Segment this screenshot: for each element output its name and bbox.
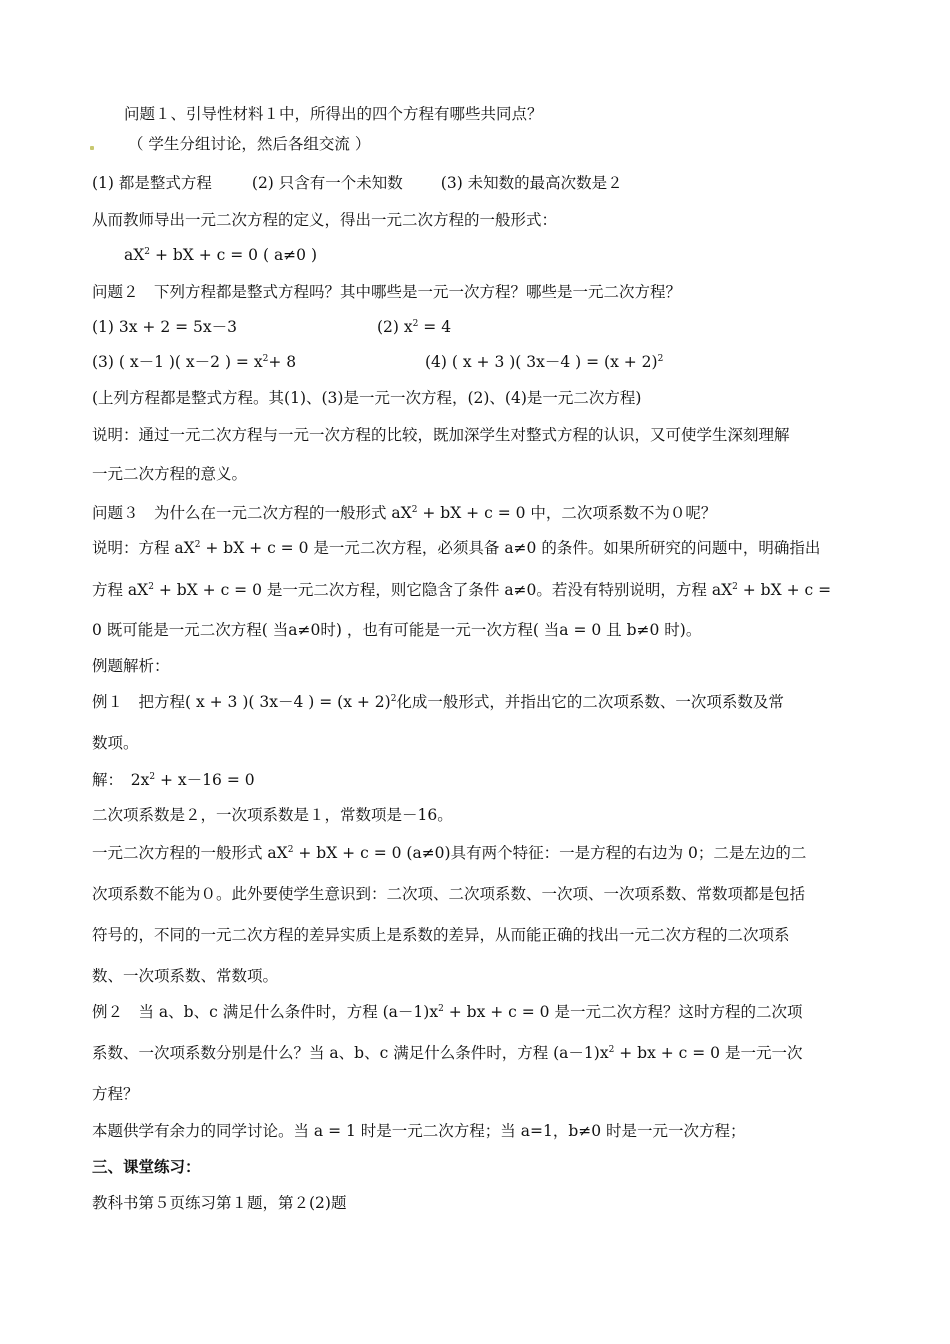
question-1-note: （ 学生分组讨论，然后各组交流 ）	[128, 135, 371, 153]
features-line-1: 一元二次方程的一般形式 $aX^2$ + bX + c = 0 (a≠0)具有两个特征：一是方程的右边为 0；二是左边的二	[92, 844, 807, 862]
coefficients: 二次项系数是２，一次项系数是１，常数项是－16。	[92, 806, 453, 824]
equation-row-2	[92, 352, 664, 372]
feature-list	[92, 173, 623, 193]
question-2: 问题２ 下列方程都是整式方程吗？其中哪些是一元一次方程？哪些是一元二次方程？	[92, 283, 682, 301]
note-2-line-1: 说明：方程 $aX^2$ + bX + c = 0 是一元二次方程，必须具备 a≠0 的条件。如果所研究的问题中，明确指出	[92, 539, 821, 557]
definition-intro: 从而教师导出一元二次方程的定义，得出一元二次方程的一般形式：	[92, 211, 558, 229]
example-2-line-3: 方程？	[92, 1085, 139, 1103]
section-3-heading: 三、课堂练习：	[92, 1157, 201, 1176]
equation-row-1	[92, 317, 452, 337]
question-3: 问题３ 为什么在一元二次方程的一般形式 $aX^2$ + bX + c = 0 中，二次项系数不为０呢？	[92, 504, 717, 522]
feature-1: (1) 都是整式方程	[92, 174, 212, 192]
exercise-reference: 教科书第５页练习第１题，第２(2)题	[92, 1194, 347, 1212]
equation-3: (3) ( x－1 )( x－2 ) = $x^2+ 8$	[92, 353, 297, 371]
note-2-line-3: 0 既可能是一元二次方程( 当a≠0时) ，也有可能是一元一次方程( 当a = 0 且 b≠0 时)。	[92, 621, 702, 639]
decorative-dot	[90, 146, 94, 150]
note-1-line-2: 一元二次方程的意义。	[92, 465, 248, 483]
note-1-line-1: 说明：通过一元二次方程与一元一次方程的比较，既加深学生对整式方程的认识，又可使学生深刻理解	[92, 426, 790, 444]
question-1: 问题１、引导性材料１中，所得出的四个方程有哪些共同点？	[124, 105, 543, 123]
example-1-line-1: 例１ 把方程( x + 3 )( 3x－4 ) = $(x + 2)^2$化成一般形式，并指出它的二次项系数、一次项系数及常	[92, 693, 784, 711]
feature-2: (2) 只含有一个未知数	[251, 174, 403, 192]
example-1-line-2: 数项。	[92, 734, 139, 752]
feature-3: (3) 未知数的最高次数是２	[440, 174, 623, 192]
general-form: $aX^2$ + bX + c = 0 ( a≠0 )	[124, 246, 318, 264]
equation-1: (1) 3x + 2 = 5x－3	[92, 318, 237, 336]
features-line-4: 数、一次项系数、常数项。	[92, 967, 279, 985]
example-2-line-2: 系数、一次项系数分别是什么？当 a、b、c 满足什么条件时，方程 $(a-1)x^2$ + bx + c = 0 是一元一次	[92, 1044, 803, 1062]
features-line-2: 次项系数不能为０。此外要使学生意识到：二次项、二次项系数、一次项、一次项系数、常数项都是包括	[92, 885, 806, 903]
solution: 解： $2x^2 + x-16 = 0$	[92, 771, 255, 789]
equation-4: (4) ( x + 3 )( 3x－4 ) = $(x + 2)^2$	[425, 353, 664, 371]
features-line-3: 符号的，不同的一元二次方程的差异实质上是系数的差异，从而能正确的找出一元二次方程的二次项系	[92, 926, 790, 944]
discussion: 本题供学有余力的同学讨论。当 a = 1 时是一元二次方程；当 a=1，b≠0 时是一元一次方程；	[92, 1122, 746, 1140]
example-heading: 例题解析：	[92, 657, 170, 675]
note-2-line-2: 方程 $aX^2$ + bX + c = 0 是一元二次方程，则它隐含了条件 a≠0。若没有特别说明，方程 $aX^2$ + bX + c =	[92, 581, 832, 599]
example-2-line-1: 例２ 当 a、b、c 满足什么条件时，方程 $(a-1)x^2$ + bx + c = 0 是一元二次方程？这时方程的二次项	[92, 1003, 803, 1021]
equation-2: (2) $x^2 = 4$	[377, 318, 452, 336]
answer-2: (上列方程都是整式方程。其(1)、(3)是一元一次方程，(2)、(4)是一元二次方程)	[92, 389, 642, 407]
